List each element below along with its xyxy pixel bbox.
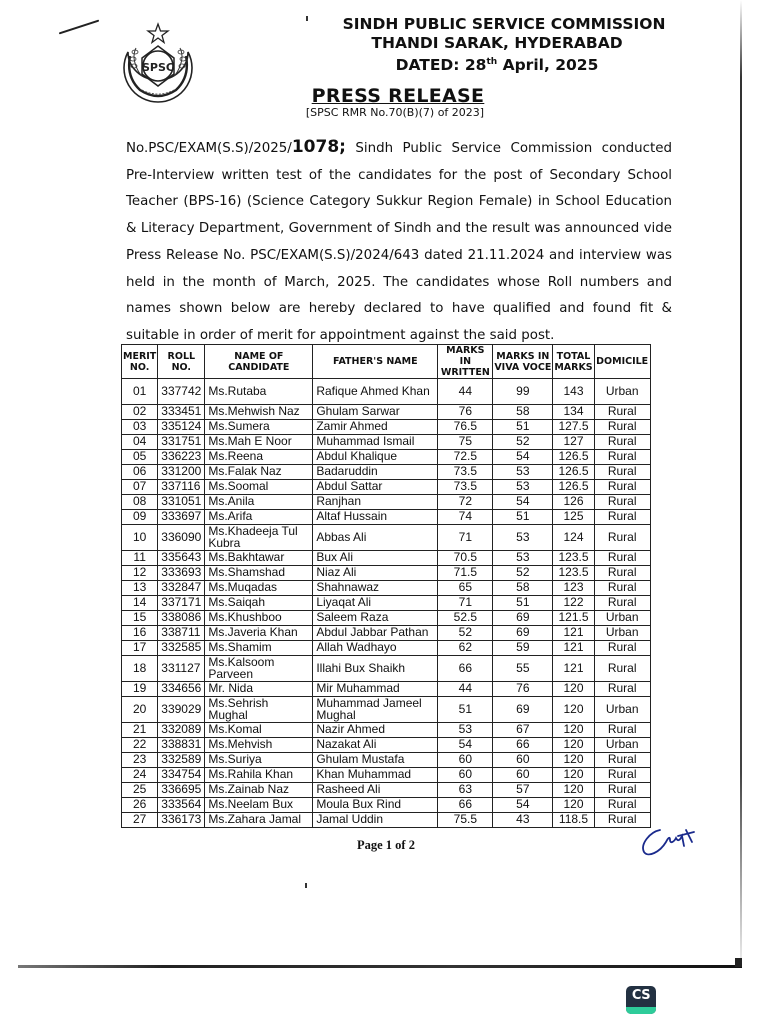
marks-viva-cell: 58 [493,405,553,420]
roll-no-cell: 337116 [158,480,205,495]
merit-no-cell: 02 [122,405,158,420]
roll-no-cell: 332847 [158,581,205,596]
total-marks-cell: 120 [553,768,594,783]
table-row [122,682,651,697]
marks-viva-cell: 57 [493,783,553,798]
org-name: SINDH PUBLIC SERVICE COMMISSION [342,15,666,33]
domicile-cell: Rural [594,566,650,581]
reference-prefix: No.PSC/EXAM(S.S)/2025/ [126,141,292,156]
candidate-name-cell: Ms.Falak Naz [205,465,313,480]
merit-no-cell: 03 [122,420,158,435]
merit-no-cell: 20 [122,697,158,723]
marks-written-cell: 76.5 [438,420,493,435]
candidate-name-cell: Ms.Muqadas [205,581,313,596]
candidate-name-cell: Ms.Zahara Jamal [205,813,313,828]
domicile-cell: Rural [594,682,650,697]
roll-no-cell: 338086 [158,611,205,626]
header-candidate-name: NAME OF CANDIDATE [205,345,313,379]
table-row [122,510,651,525]
candidate-name-cell: Ms.Javeria Khan [205,626,313,641]
father-name-cell: Bux Ali [313,551,438,566]
marks-viva-cell: 53 [493,525,553,551]
table-row [122,723,651,738]
signature [636,826,706,860]
merit-no-cell: 05 [122,450,158,465]
candidate-name-cell: Ms.Shamshad [205,566,313,581]
father-name-cell: Muhammad Ismail [313,435,438,450]
marks-written-cell: 65 [438,581,493,596]
marks-viva-cell: 76 [493,682,553,697]
roll-no-cell: 333451 [158,405,205,420]
page-edge-right [740,0,742,965]
candidate-name-cell: Ms.Sehrish Mughal [205,697,313,723]
total-marks-cell: 126 [553,495,594,510]
document-date: DATED: 28th April, 2025 [395,56,599,75]
table-row [122,525,651,551]
merit-no-cell: 27 [122,813,158,828]
domicile-cell: Rural [594,551,650,566]
father-name-cell: Abdul Khalique [313,450,438,465]
marks-viva-cell: 52 [493,435,553,450]
header-roll-no: ROLL NO. [158,345,205,379]
marks-viva-cell: 55 [493,656,553,682]
marks-written-cell: 60 [438,768,493,783]
marks-viva-cell: 53 [493,551,553,566]
marks-written-cell: 72.5 [438,450,493,465]
header-total-marks: TOTAL MARKS [553,345,594,379]
total-marks-cell: 121 [553,641,594,656]
table-row [122,656,651,682]
domicile-cell: Rural [594,581,650,596]
roll-no-cell: 335124 [158,420,205,435]
merit-list-table [121,344,651,828]
table-row [122,420,651,435]
merit-no-cell: 16 [122,626,158,641]
marks-written-cell: 71 [438,525,493,551]
candidate-name-cell: Ms.Arifa [205,510,313,525]
domicile-cell: Rural [594,495,650,510]
candidate-name-cell: Ms.Shamim [205,641,313,656]
table-row [122,753,651,768]
scan-speck [305,883,307,888]
domicile-cell: Urban [594,697,650,723]
domicile-cell: Rural [594,723,650,738]
domicile-cell: Rural [594,798,650,813]
merit-no-cell: 11 [122,551,158,566]
total-marks-cell: 127 [553,435,594,450]
domicile-cell: Urban [594,611,650,626]
domicile-cell: Rural [594,783,650,798]
merit-no-cell: 15 [122,611,158,626]
marks-written-cell: 72 [438,495,493,510]
father-name-cell: Ghulam Sarwar [313,405,438,420]
father-name-cell: Ranjhan [313,495,438,510]
candidate-name-cell: Ms.Komal [205,723,313,738]
candidate-name-cell: Ms.Rahila Khan [205,768,313,783]
merit-no-cell: 24 [122,768,158,783]
roll-no-cell: 334754 [158,768,205,783]
roll-no-cell: 337171 [158,596,205,611]
father-name-cell: Rafique Ahmed Khan [313,379,438,405]
table-row [122,611,651,626]
header-domicile: DOMICILE [594,345,650,379]
table-row [122,435,651,450]
table-row [122,798,651,813]
table-row [122,405,651,420]
marks-viva-cell: 69 [493,626,553,641]
marks-written-cell: 44 [438,379,493,405]
merit-no-cell: 06 [122,465,158,480]
marks-viva-cell: 67 [493,723,553,738]
roll-no-cell: 335643 [158,551,205,566]
total-marks-cell: 126.5 [553,450,594,465]
table-row [122,626,651,641]
total-marks-cell: 120 [553,753,594,768]
merit-no-cell: 14 [122,596,158,611]
domicile-cell: Urban [594,738,650,753]
marks-viva-cell: 60 [493,753,553,768]
svg-text:SPSC: SPSC [142,61,174,74]
father-name-cell: Ghulam Mustafa [313,753,438,768]
marks-written-cell: 71.5 [438,566,493,581]
candidate-name-cell: Ms.Bakhtawar [205,551,313,566]
marks-viva-cell: 54 [493,798,553,813]
scan-speck [306,16,308,21]
domicile-cell: Rural [594,480,650,495]
table-row [122,641,651,656]
father-name-cell: Mir Muhammad [313,682,438,697]
marks-viva-cell: 99 [493,379,553,405]
candidate-name-cell: Ms.Khadeeja Tul Kubra [205,525,313,551]
father-name-cell: Shahnawaz [313,581,438,596]
press-release-title: PRESS RELEASE [311,85,485,107]
marks-viva-cell: 69 [493,611,553,626]
father-name-cell: Abdul Sattar [313,480,438,495]
domicile-cell: Rural [594,435,650,450]
marks-viva-cell: 53 [493,465,553,480]
candidate-name-cell: Ms.Mehvish [205,738,313,753]
merit-no-cell: 04 [122,435,158,450]
roll-no-cell: 332089 [158,723,205,738]
candidate-name-cell: Ms.Anila [205,495,313,510]
marks-written-cell: 63 [438,783,493,798]
total-marks-cell: 122 [553,596,594,611]
merit-no-cell: 08 [122,495,158,510]
merit-no-cell: 13 [122,581,158,596]
marks-viva-cell: 51 [493,596,553,611]
total-marks-cell: 120 [553,697,594,723]
table-row [122,480,651,495]
roll-no-cell: 331051 [158,495,205,510]
total-marks-cell: 120 [553,798,594,813]
domicile-cell: Rural [594,753,650,768]
total-marks-cell: 120 [553,723,594,738]
roll-no-cell: 337742 [158,379,205,405]
table-body [122,379,651,828]
marks-written-cell: 51 [438,697,493,723]
marks-written-cell: 54 [438,738,493,753]
merit-no-cell: 07 [122,480,158,495]
domicile-cell: Urban [594,379,650,405]
roll-no-cell: 333564 [158,798,205,813]
marks-viva-cell: 51 [493,420,553,435]
total-marks-cell: 123.5 [553,551,594,566]
domicile-cell: Rural [594,405,650,420]
marks-written-cell: 76 [438,405,493,420]
total-marks-cell: 134 [553,405,594,420]
total-marks-cell: 120 [553,682,594,697]
table-row [122,566,651,581]
roll-no-cell: 334656 [158,682,205,697]
total-marks-cell: 124 [553,525,594,551]
domicile-cell: Rural [594,465,650,480]
father-name-cell: Liyaqat Ali [313,596,438,611]
header-marks-viva: MARKS IN VIVA VOCE [493,345,553,379]
table-row [122,768,651,783]
father-name-cell: Nazakat Ali [313,738,438,753]
total-marks-cell: 118.5 [553,813,594,828]
father-name-cell: Zamir Ahmed [313,420,438,435]
merit-no-cell: 21 [122,723,158,738]
merit-no-cell: 23 [122,753,158,768]
roll-no-cell: 338831 [158,738,205,753]
candidate-name-cell: Mr. Nida [205,682,313,697]
press-release-reference: [SPSC RMR No.70(B)(7) of 2023] [305,106,485,119]
merit-no-cell: 17 [122,641,158,656]
marks-written-cell: 70.5 [438,551,493,566]
page-corner [735,958,742,967]
marks-viva-cell: 54 [493,495,553,510]
domicile-cell: Rural [594,641,650,656]
table-row [122,596,651,611]
total-marks-cell: 123 [553,581,594,596]
marks-viva-cell: 60 [493,768,553,783]
father-name-cell: Badaruddin [313,465,438,480]
candidate-name-cell: Ms.Suriya [205,753,313,768]
candidate-name-cell: Ms.Mah E Noor [205,435,313,450]
reference-number: 1078; [291,137,346,157]
marks-viva-cell: 69 [493,697,553,723]
marks-written-cell: 73.5 [438,465,493,480]
total-marks-cell: 143 [553,379,594,405]
roll-no-cell: 331751 [158,435,205,450]
domicile-cell: Rural [594,656,650,682]
roll-no-cell: 332589 [158,753,205,768]
domicile-cell: Rural [594,768,650,783]
total-marks-cell: 121 [553,656,594,682]
roll-no-cell: 332585 [158,641,205,656]
candidate-name-cell: Ms.Rutaba [205,379,313,405]
candidate-name-cell: Ms.Saiqah [205,596,313,611]
total-marks-cell: 127.5 [553,420,594,435]
father-name-cell: Nazir Ahmed [313,723,438,738]
father-name-cell: Jamal Uddin [313,813,438,828]
candidate-name-cell: Ms.Khushboo [205,611,313,626]
domicile-cell: Rural [594,420,650,435]
roll-no-cell: 339029 [158,697,205,723]
pen-mark [59,20,100,35]
total-marks-cell: 126.5 [553,465,594,480]
marks-viva-cell: 58 [493,581,553,596]
spsc-emblem-icon [118,22,198,104]
domicile-cell: Rural [594,510,650,525]
page-edge-bottom [18,965,742,968]
marks-viva-cell: 52 [493,566,553,581]
table-row [122,450,651,465]
candidate-name-cell: Ms.Mehwish Naz [205,405,313,420]
table-row [122,551,651,566]
header-merit-no: MERIT NO. [122,345,158,379]
candidate-name-cell: Ms.Neelam Bux [205,798,313,813]
table-row [122,465,651,480]
org-address: THANDI SARAK, HYDERABAD [371,34,623,52]
roll-no-cell: 336223 [158,450,205,465]
roll-no-cell: 333693 [158,566,205,581]
table-row [122,697,651,723]
merit-no-cell: 26 [122,798,158,813]
father-name-cell: Moula Bux Rind [313,798,438,813]
merit-no-cell: 10 [122,525,158,551]
merit-no-cell: 19 [122,682,158,697]
merit-no-cell: 12 [122,566,158,581]
marks-written-cell: 66 [438,656,493,682]
domicile-cell: Rural [594,596,650,611]
total-marks-cell: 121 [553,626,594,641]
marks-written-cell: 52.5 [438,611,493,626]
camscanner-accent-bar [626,1007,656,1014]
father-name-cell: Saleem Raza [313,611,438,626]
marks-viva-cell: 59 [493,641,553,656]
marks-viva-cell: 66 [493,738,553,753]
father-name-cell: Muhammad Jameel Mughal [313,697,438,723]
domicile-cell: Rural [594,525,650,551]
candidate-name-cell: Ms.Reena [205,450,313,465]
father-name-cell: Allah Wadhayo [313,641,438,656]
total-marks-cell: 120 [553,738,594,753]
total-marks-cell: 123.5 [553,566,594,581]
father-name-cell: Abdul Jabbar Pathan [313,626,438,641]
roll-no-cell: 336173 [158,813,205,828]
total-marks-cell: 125 [553,510,594,525]
roll-no-cell: 336090 [158,525,205,551]
body-text: Sindh Public Service Commission conducted Pre-Interview written test of the candidates for the post of Secondary School Teacher (BPS-16) (Science Category Sukkur Region Female) in School Education & Literacy Department, Government of Sindh and the result was announced vide Press Release No. PSC/EXAM(S.S)/2024/643 dated 21.11.2024 and interview was held in the month of March, 2025. The candidates whose Roll numbers and names shown below are hereby declared to have qualified and found fit & suitable in order of merit for appointment against the said post. [126,141,672,343]
table-row [122,738,651,753]
roll-no-cell: 336695 [158,783,205,798]
marks-viva-cell: 43 [493,813,553,828]
marks-written-cell: 44 [438,682,493,697]
father-name-cell: Illahi Bux Shaikh [313,656,438,682]
candidate-name-cell: Ms.Zainab Naz [205,783,313,798]
marks-written-cell: 73.5 [438,480,493,495]
marks-written-cell: 74 [438,510,493,525]
merit-no-cell: 09 [122,510,158,525]
father-name-cell: Khan Muhammad [313,768,438,783]
marks-written-cell: 71 [438,596,493,611]
domicile-cell: Rural [594,813,650,828]
total-marks-cell: 120 [553,783,594,798]
page-number: Page 1 of 2 [357,838,415,852]
father-name-cell: Altaf Hussain [313,510,438,525]
marks-written-cell: 75 [438,435,493,450]
marks-written-cell: 52 [438,626,493,641]
merit-no-cell: 22 [122,738,158,753]
spsc-logo [118,22,198,104]
table-header-row [122,345,651,379]
marks-viva-cell: 51 [493,510,553,525]
marks-viva-cell: 54 [493,450,553,465]
header-father-name: FATHER'S NAME [313,345,438,379]
candidate-name-cell: Ms.Soomal [205,480,313,495]
table-row [122,783,651,798]
body-paragraph [126,134,672,350]
father-name-cell: Niaz Ali [313,566,438,581]
camscanner-badge [626,986,656,1014]
roll-no-cell: 333697 [158,510,205,525]
candidate-name-cell: Ms.Kalsoom Parveen [205,656,313,682]
roll-no-cell: 331127 [158,656,205,682]
signature-scribble-icon [636,826,706,860]
father-name-cell: Rasheed Ali [313,783,438,798]
marks-written-cell: 62 [438,641,493,656]
merit-no-cell: 01 [122,379,158,405]
header-marks-written: MARKS IN WRITTEN [438,345,493,379]
roll-no-cell: 331200 [158,465,205,480]
marks-written-cell: 75.5 [438,813,493,828]
merit-no-cell: 25 [122,783,158,798]
table-row [122,813,651,828]
table-row [122,495,651,510]
domicile-cell: Urban [594,626,650,641]
domicile-cell: Rural [594,450,650,465]
table-row [122,581,651,596]
marks-written-cell: 53 [438,723,493,738]
marks-viva-cell: 53 [493,480,553,495]
camscanner-logo-icon: CS [631,988,651,1003]
merit-no-cell: 18 [122,656,158,682]
table-row [122,379,651,405]
father-name-cell: Abbas Ali [313,525,438,551]
marks-written-cell: 66 [438,798,493,813]
total-marks-cell: 126.5 [553,480,594,495]
total-marks-cell: 121.5 [553,611,594,626]
marks-written-cell: 60 [438,753,493,768]
document-header [300,14,680,75]
candidate-name-cell: Ms.Sumera [205,420,313,435]
roll-no-cell: 338711 [158,626,205,641]
